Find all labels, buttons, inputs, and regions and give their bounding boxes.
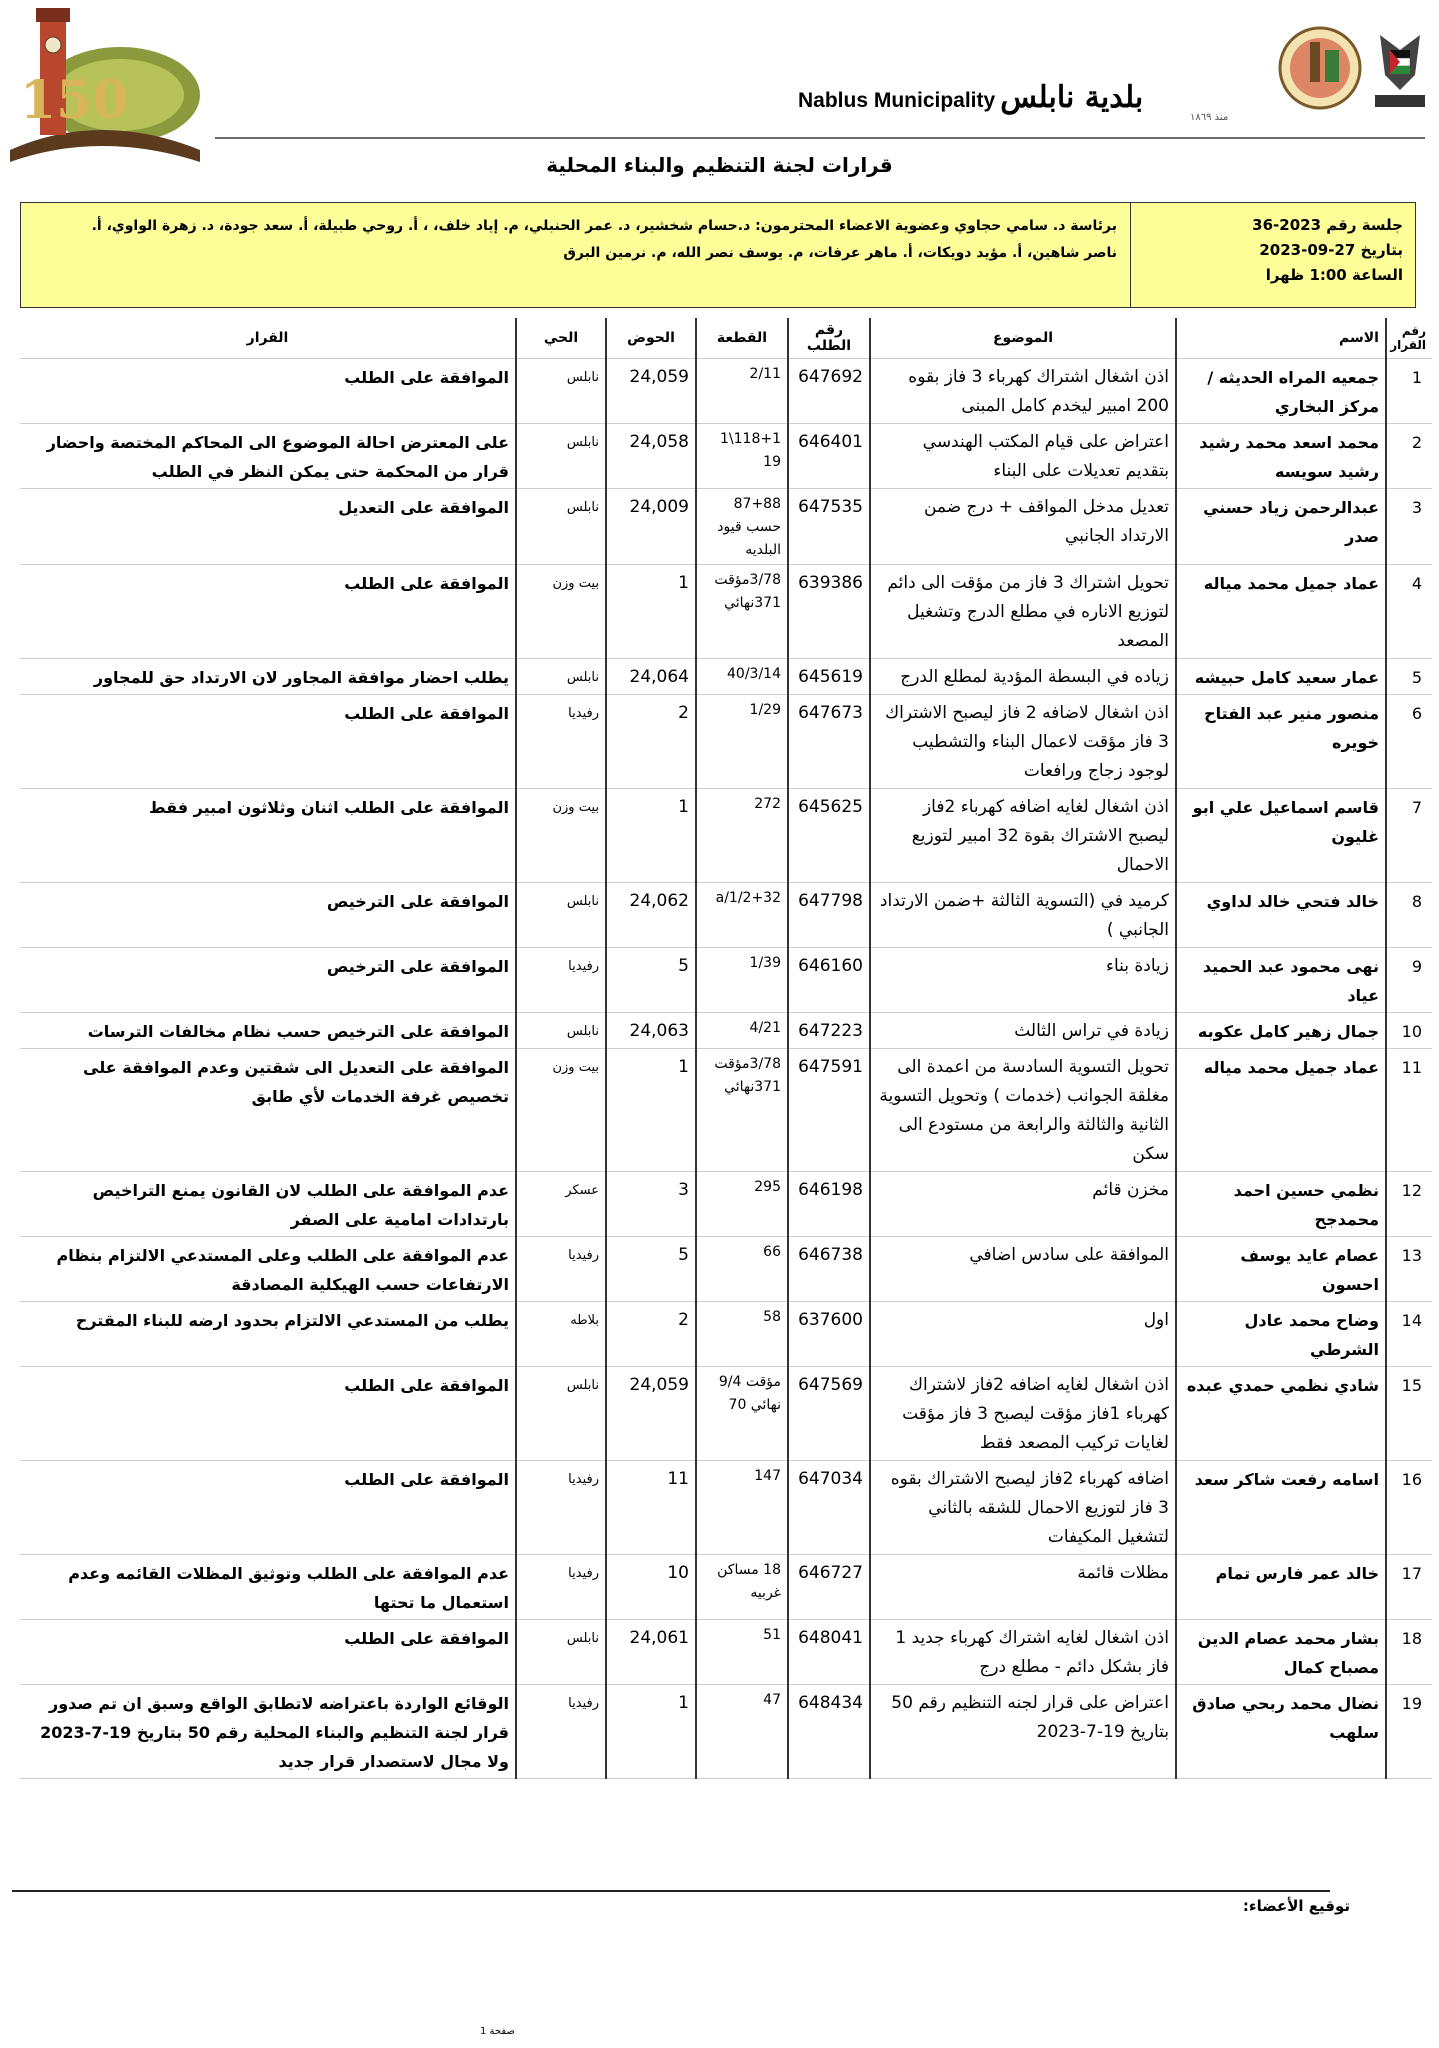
table-row (20, 1237, 1432, 1302)
cell-parcel: 3/78مؤقت 371نهائي (696, 1049, 788, 1172)
cell-subject: اضافه كهرباء 2فاز ليصبح الاشتراك بقوه 3 فاز لتوزيع الاحمال للشقه بالثاني لتشغيل المكيفات (870, 1461, 1176, 1555)
table-row (20, 1367, 1432, 1461)
cell-num: 9 (1386, 948, 1432, 1013)
cell-num: 10 (1386, 1013, 1432, 1049)
cell-num: 16 (1386, 1461, 1432, 1555)
cell-parcel: 1/39 (696, 948, 788, 1013)
cell-decision: الموافقة على الطلب (20, 359, 516, 424)
cell-parcel: 2/11 (696, 359, 788, 424)
cell-name: نهى محمود عبد الحميد عياد (1176, 948, 1386, 1013)
cell-subject: الموافقة على سادس اضافي (870, 1237, 1176, 1302)
cell-decision: يطلب احضار موافقة المجاور لان الارتداد حق للمجاور (20, 659, 516, 695)
cell-decision: الموافقة على الترخيص (20, 948, 516, 1013)
cell-name: عمار سعيد كامل حبيشه (1176, 659, 1386, 695)
table-row (20, 948, 1432, 1013)
table-row (20, 1685, 1432, 1779)
cell-decision: الموافقة على الطلب (20, 1620, 516, 1685)
cell-request: 647673 (788, 695, 870, 789)
cell-hay: نابلس (516, 659, 606, 695)
cell-basin: 24,059 (606, 1367, 696, 1461)
table-row (20, 1461, 1432, 1555)
col-header-hay: الحي (516, 318, 606, 359)
cell-subject: مظلات قائمة (870, 1555, 1176, 1620)
table-row (20, 424, 1432, 489)
cell-decision: عدم الموافقة على الطلب وعلى المستدعي الالتزام بنظام الارتفاعات حسب الهيكلية المصادقة (20, 1237, 516, 1302)
cell-basin: 24,059 (606, 359, 696, 424)
cell-hay: رفيديا (516, 948, 606, 1013)
signature-label: توقيع الأعضاء: (1242, 1897, 1350, 1915)
cell-basin: 1 (606, 565, 696, 659)
cell-request: 647798 (788, 883, 870, 948)
cell-decision: على المعترض احالة الموضوع الى المحاكم المختصة واحضار قرار من المحكمة حتى يمكن النظر في الطلب (20, 424, 516, 489)
table-row (20, 565, 1432, 659)
table-row (20, 1049, 1432, 1172)
cell-num: 5 (1386, 659, 1432, 695)
session-number: جلسة رقم 2023-36 (1252, 216, 1403, 234)
cell-decision: الموافقة على التعديل الى شقتين وعدم الموافقة على تخصيص غرفة الخدمات لأي طابق (20, 1049, 516, 1172)
cell-decision: الموافقة على التعديل (20, 489, 516, 565)
cell-subject: مخزن قائم (870, 1172, 1176, 1237)
cell-parcel: 18 مساكن غربيه (696, 1555, 788, 1620)
cell-basin: 10 (606, 1555, 696, 1620)
committee-members (37, 213, 1117, 267)
cell-hay: رفيديا (516, 1461, 606, 1555)
cell-basin: 2 (606, 695, 696, 789)
cell-request: 647535 (788, 489, 870, 565)
municipality-name-en: Nablus Municipality (798, 89, 996, 112)
col-header-name: الاسم (1176, 318, 1386, 359)
cell-parcel: 118+1\1 19 (696, 424, 788, 489)
cell-request: 647223 (788, 1013, 870, 1049)
cell-basin: 1 (606, 1049, 696, 1172)
table-row (20, 1555, 1432, 1620)
col-header-request: رقم الطلب (788, 318, 870, 359)
municipality-name-ar: بلدية نابلس (1000, 80, 1144, 115)
table-row (20, 659, 1432, 695)
members-line-2: ناصر شاهين، أ. مؤيد دويكات، أ. ماهر عرفات، م. يوسف نصر الله، م. نرمين البرق (563, 245, 1117, 261)
cell-hay: بيت وزن (516, 1049, 606, 1172)
cell-parcel: 272 (696, 789, 788, 883)
cell-name: محمد اسعد محمد رشيد رشيد سويسه (1176, 424, 1386, 489)
cell-parcel: 147 (696, 1461, 788, 1555)
established-label: منذ ١٨٦٩ (1190, 112, 1229, 123)
cell-request: 647034 (788, 1461, 870, 1555)
cell-basin: 24,062 (606, 883, 696, 948)
cell-name: جمال زهير كامل عكوبه (1176, 1013, 1386, 1049)
cell-num: 18 (1386, 1620, 1432, 1685)
cell-request: 646727 (788, 1555, 870, 1620)
cell-decision: الموافقة على الطلب (20, 695, 516, 789)
cell-parcel: a/1/2+32 (696, 883, 788, 948)
cell-decision: الموافقة على الطلب (20, 565, 516, 659)
cell-hay: نابلس (516, 1620, 606, 1685)
page-number: صفحة 1 (480, 2026, 515, 2037)
col-header-parcel: القطعة (696, 318, 788, 359)
cell-subject: اذن اشغال لغايه اشتراك كهرباء جديد 1 فاز بشكل دائم - مطلع درج (870, 1620, 1176, 1685)
cell-name: منصور منير عبد الفتاح خويره (1176, 695, 1386, 789)
cell-request: 648434 (788, 1685, 870, 1779)
cell-hay: رفيديا (516, 695, 606, 789)
cell-hay: نابلس (516, 424, 606, 489)
cell-request: 645619 (788, 659, 870, 695)
svg-text:150: 150 (20, 70, 129, 131)
cell-basin: 2 (606, 1302, 696, 1367)
col-header-num: رقم القرار (1386, 318, 1432, 359)
table-header-row (20, 318, 1432, 359)
cell-num: 1 (1386, 359, 1432, 424)
cell-num: 13 (1386, 1237, 1432, 1302)
cell-request: 646401 (788, 424, 870, 489)
cell-parcel: 40/3/14 (696, 659, 788, 695)
cell-parcel: 87+88 حسب قيود البلديه (696, 489, 788, 565)
cell-num: 19 (1386, 1685, 1432, 1779)
cell-basin: 24,058 (606, 424, 696, 489)
cell-subject: اذن اشغال اشتراك كهرباء 3 فاز بقوه 200 امبير ليخدم كامل المبنى (870, 359, 1176, 424)
cell-request: 647692 (788, 359, 870, 424)
cell-subject: اعتراض على قرار لجنه التنظيم رقم 50 بتاريخ 19-7-2023 (870, 1685, 1176, 1779)
col-header-basin: الحوض (606, 318, 696, 359)
cell-decision: الموافقة على الطلب (20, 1367, 516, 1461)
cell-subject: اعتراض على قيام المكتب الهندسي بتقديم تعديلات على البناء (870, 424, 1176, 489)
cell-subject: تعديل مدخل المواقف + درج ضمن الارتداد الجانبي (870, 489, 1176, 565)
cell-subject: تحويل التسوية السادسة من اعمدة الى مغلقة الجوانب (خدمات ) وتحويل التسوية الثانية والثالثة والرابعة من مستودع الى سكن (870, 1049, 1176, 1172)
session-info-box (20, 202, 1416, 308)
cell-request: 648041 (788, 1620, 870, 1685)
cell-request: 647591 (788, 1049, 870, 1172)
col-header-subject: الموضوع (870, 318, 1176, 359)
cell-parcel: 51 (696, 1620, 788, 1685)
cell-decision: عدم الموافقة على الطلب لان القانون يمنع التراخيص بارتدادات امامية على الصفر (20, 1172, 516, 1237)
cell-basin: 11 (606, 1461, 696, 1555)
cell-subject: زيادة بناء (870, 948, 1176, 1013)
cell-name: خالد عمر فارس تمام (1176, 1555, 1386, 1620)
cell-subject: زيادة في تراس الثالث (870, 1013, 1176, 1049)
cell-decision: الوقائع الواردة باعتراضه لاتطابق الواقع وسبق ان تم صدور قرار لجنة التنظيم والبناء المحلية رقم 50 بتاريخ 19-7-2023 ولا مجال لاستصدار قرار جديد (20, 1685, 516, 1779)
table-row (20, 1013, 1432, 1049)
cell-name: عماد جميل محمد مياله (1176, 1049, 1386, 1172)
session-date: بتاريخ 27-09-2023 (1259, 241, 1403, 259)
table-row (20, 1620, 1432, 1685)
cell-subject: تحويل اشتراك 3 فاز من مؤقت الى دائم لتوزيع الاناره في مطلع الدرج وتشغيل المصعد (870, 565, 1176, 659)
cell-decision: الموافقة على الطلب (20, 1461, 516, 1555)
table-row (20, 359, 1432, 424)
cell-num: 17 (1386, 1555, 1432, 1620)
cell-subject: اذن اشغال لغايه اضافه 2فاز لاشتراك كهرباء 1فاز مؤقت ليصبح 3 فاز مؤقت لغايات تركيب المصعد فقط (870, 1367, 1176, 1461)
page-header (0, 0, 1439, 180)
cell-parcel: 295 (696, 1172, 788, 1237)
cell-num: 11 (1386, 1049, 1432, 1172)
cell-decision: يطلب من المستدعي الالتزام بحدود ارضه للبناء المقترح (20, 1302, 516, 1367)
cell-num: 15 (1386, 1367, 1432, 1461)
cell-basin: 1 (606, 1685, 696, 1779)
cell-name: وضاح محمد عادل الشرطي (1176, 1302, 1386, 1367)
cell-name: شادي نظمي حمدي عبده (1176, 1367, 1386, 1461)
cell-parcel: 4/21 (696, 1013, 788, 1049)
cell-hay: بيت وزن (516, 789, 606, 883)
cell-request: 646160 (788, 948, 870, 1013)
cell-subject: اذن اشغال لغايه اضافه كهرباء 2فاز ليصبح الاشتراك بقوة 32 امبير لتوزيع الاحمال (870, 789, 1176, 883)
cell-name: بشار محمد عصام الدين مصباح كمال (1176, 1620, 1386, 1685)
cell-name: عماد جميل محمد مياله (1176, 565, 1386, 659)
cell-hay: نابلس (516, 1367, 606, 1461)
cell-basin: 24,063 (606, 1013, 696, 1049)
cell-decision: عدم الموافقة على الطلب وتوثيق المظلات القائمه وعدم استعمال ما تحتها (20, 1555, 516, 1620)
cell-subject: اذن اشغال لاضافه 2 فاز ليصبح الاشتراك 3 فاز مؤقت لاعمال البناء والتشطيب لوجود زجاج ورافعات (870, 695, 1176, 789)
cell-num: 12 (1386, 1172, 1432, 1237)
cell-parcel: 66 (696, 1237, 788, 1302)
session-details (1130, 203, 1415, 307)
cell-parcel: 47 (696, 1685, 788, 1779)
cell-subject: اول (870, 1302, 1176, 1367)
table-row (20, 1172, 1432, 1237)
cell-decision: الموافقة على الترخيص حسب نظام مخالفات الترسات (20, 1013, 516, 1049)
cell-basin: 5 (606, 1237, 696, 1302)
table-row (20, 883, 1432, 948)
cell-name: عصام عايد يوسف احسون (1176, 1237, 1386, 1302)
cell-num: 14 (1386, 1302, 1432, 1367)
cell-hay: بيت وزن (516, 565, 606, 659)
cell-parcel: 3/78مؤقت 371نهائي (696, 565, 788, 659)
table-body (20, 359, 1432, 1779)
cell-request: 647569 (788, 1367, 870, 1461)
cell-basin: 24,061 (606, 1620, 696, 1685)
cell-subject: زياده في البسطة المؤدية لمطلع الدرج (870, 659, 1176, 695)
cell-name: قاسم اسماعيل علي ابو غليون (1176, 789, 1386, 883)
cell-name: نظمي حسين احمد محمدجح (1176, 1172, 1386, 1237)
cell-num: 4 (1386, 565, 1432, 659)
cell-num: 7 (1386, 789, 1432, 883)
cell-request: 645625 (788, 789, 870, 883)
table-row (20, 695, 1432, 789)
cell-name: اسامه رفعت شاكر سعد (1176, 1461, 1386, 1555)
cell-name: جمعيه المراه الحديثه / مركز البخاري (1176, 359, 1386, 424)
municipality-name (790, 80, 1143, 115)
cell-hay: رفيديا (516, 1555, 606, 1620)
palestine-emblem-icon (1170, 20, 1430, 125)
cell-basin: 3 (606, 1172, 696, 1237)
cell-parcel: 1/29 (696, 695, 788, 789)
cell-decision: الموافقة على الترخيص (20, 883, 516, 948)
cell-hay: نابلس (516, 883, 606, 948)
footer-divider (12, 1890, 1330, 1892)
cell-hay: نابلس (516, 1013, 606, 1049)
cell-hay: نابلس (516, 489, 606, 565)
cell-name: عبدالرحمن زياد حسني صدر (1176, 489, 1386, 565)
cell-basin: 5 (606, 948, 696, 1013)
cell-name: نضال محمد ربحي صادق سلهب (1176, 1685, 1386, 1779)
header-divider (215, 137, 1425, 139)
cell-subject: كرميد في (التسوية الثالثة +ضمن الارتداد الجانبي ) (870, 883, 1176, 948)
cell-parcel: 58 (696, 1302, 788, 1367)
cell-request: 639386 (788, 565, 870, 659)
cell-parcel: مؤقت 9/4 نهائي 70 (696, 1367, 788, 1461)
table-row (20, 1302, 1432, 1367)
cell-num: 8 (1386, 883, 1432, 948)
cell-request: 646738 (788, 1237, 870, 1302)
cell-hay: بلاطه (516, 1302, 606, 1367)
cell-num: 3 (1386, 489, 1432, 565)
members-line-1: برئاسة د. سامي حجاوي وعضوية الاعضاء المحترمون: د.حسام شخشير، د. عمر الحنبلي، م. إياد خلف، ، أ. روحي طبيلة، أ. سعد جودة، د. زهرة الواوي، أ. (91, 218, 1117, 234)
cell-hay: رفيديا (516, 1685, 606, 1779)
cell-basin: 24,009 (606, 489, 696, 565)
cell-num: 6 (1386, 695, 1432, 789)
cell-num: 2 (1386, 424, 1432, 489)
cell-request: 637600 (788, 1302, 870, 1367)
col-header-decision: القرار (20, 318, 516, 359)
cell-hay: رفيديا (516, 1237, 606, 1302)
page-title: قرارات لجنة التنظيم والبناء المحلية (546, 153, 893, 177)
cell-name: خالد فتحي خالد لداوي (1176, 883, 1386, 948)
decisions-table (20, 318, 1432, 1779)
table-row (20, 489, 1432, 565)
cell-basin: 1 (606, 789, 696, 883)
cell-hay: عسكر (516, 1172, 606, 1237)
cell-hay: نابلس (516, 359, 606, 424)
cell-request: 646198 (788, 1172, 870, 1237)
cell-basin: 24,064 (606, 659, 696, 695)
session-time: الساعة 1:00 ظهرا (1265, 266, 1403, 284)
table-row (20, 789, 1432, 883)
cell-decision: الموافقة على الطلب اثنان وثلاثون امبير فقط (20, 789, 516, 883)
